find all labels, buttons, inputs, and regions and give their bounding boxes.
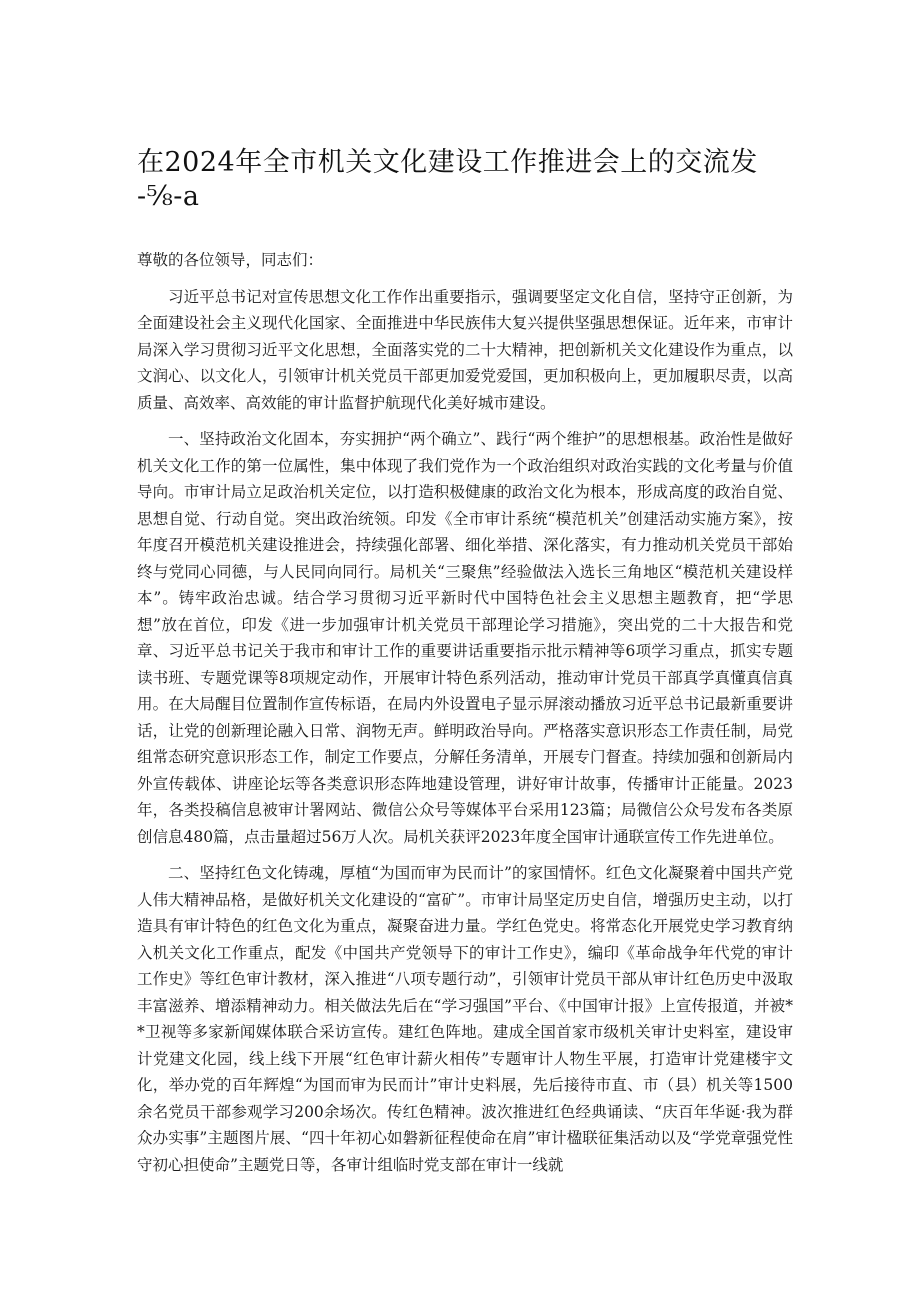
paragraph-section-1: 一、坚持政治文化固本，夯实拥护“两个确立”、践行“两个维护”的思想根基。政治性是做好机关文化工作的第一位属性，集中体现了我们党作为一个政治组织对政治实践的文化考量与价值导向。市审计局立足政治机关定位，以打造积极健康的政治文化为根本，形成高度的政治自觉、思想自觉、行动自觉。突出政治统领。印发《全市审计系统“模范机关”创建活动实施方案》，按年度召开模范机关建设推进会，持续强化部署、细化举措、深化落实，有力推动机关党员干部始终与党同心同德，与人民同向同行。局机关“三聚焦”经验做法入选长三角地区“模范机关建设样本”。铸牢政治忠诚。结合学习贯彻习近平新时代中国特色社会主义思想主题教育，把“学思想”放在首位，印发《进一步加强审计机关党员干部理论学习措施》，突出党的二十大报告和党章、习近平总书记关于我市和审计工作的重要讲话重要指示批示精神等6项学习重点，抓实专题读书班、专题党课等8项规定动作，开展审计特色系列活动，推动审计党员干部真学真懂真信真用。在大局醒目位置制作宣传标语，在局内外设置电子显示屏滚动播放习近平总书记最新重要讲话，让党的创新理论融入日常、润物无声。鲜明政治导向。严格落实意识形态工作责任制，局党组常态研究意识形态工作，制定工作要点，分解任务清单，开展专门督查。持续加强和创新局内外宣传载体、讲座论坛等各类意识形态阵地建设管理，讲好审计故事，传播审计正能量。2023年，各类投稿信息被审计署网站、微信公众号等媒体平台采用123篇；局微信公众号发布各类原创信息480篇，点击量超过56万人次。局机关获评2023年度全国审计通联宣传工作先进单位。: [137, 430, 793, 846]
title-line-1: 在2024年全市机关文化建设工作推进会上的交流发: [137, 147, 758, 178]
paragraph-section-2: 二、坚持红色文化铸魂，厚植“为国而审为民而计”的家国情怀。红色文化凝聚着中国共产党人伟大精神品格，是做好机关文化建设的“富矿”。市审计局坚定历史自信，增强历史主动，以打造具有审计特色的红色文化为重点，凝聚奋进力量。学红色党史。将常态化开展党史学习教育纳入机关文化工作重点，配发《中国共产党领导下的审计工作史》，编印《革命战争年代党的审计工作史》等红色审计教材，深入推进“八项专题行动”，引领审计党员干部从审计红色历史中汲取丰富滋养、增添精神动力。相关做法先后在“学习强国”平台、《中国审计报》上宣传报道，并被**卫视等多家新闻媒体联合采访宣传。建红色阵地。建成全国首家市级机关审计史料室，建设审计党建文化园，线上线下开展“红色审计薪火相传”专题审计人物生平展，打造审计党建楼宇文化，举办党的百年辉煌“为国而审为民而计”审计史料展，先后接待市直、市（县）机关等1500余名党员干部参观学习200余场次。传红色精神。波次推进红色经典诵读、“庆百年华诞·我为群众办实事”主题图片展、“四十年初心如磐新征程使命在肩”审计楹联征集活动以及“学党章强党性守初心担使命”主题党日等，各审计组临时党支部在审计一线就: [137, 864, 793, 1174]
salutation: 尊敬的各位领导，同志们：: [137, 251, 324, 269]
document-title: [137, 146, 797, 214]
title-line-2: -⅝-a: [137, 181, 200, 212]
document-body: [137, 247, 793, 1188]
paragraph-intro: 习近平总书记对宣传思想文化工作作出重要指示，强调要坚定文化自信，坚持守正创新，为全面建设社会主义现代化国家、全面推进中华民族伟大复兴提供坚强思想保证。近年来，市审计局深入学习贯彻习近平文化思想，全面落实党的二十大精神，把创新机关文化建设作为重点，以文润心、以文化人，引领审计机关党员干部更加爱党爱国，更加积极向上，更加履职尽责，以高质量、高效率、高效能的审计监督护航现代化美好城市建设。: [137, 287, 793, 412]
